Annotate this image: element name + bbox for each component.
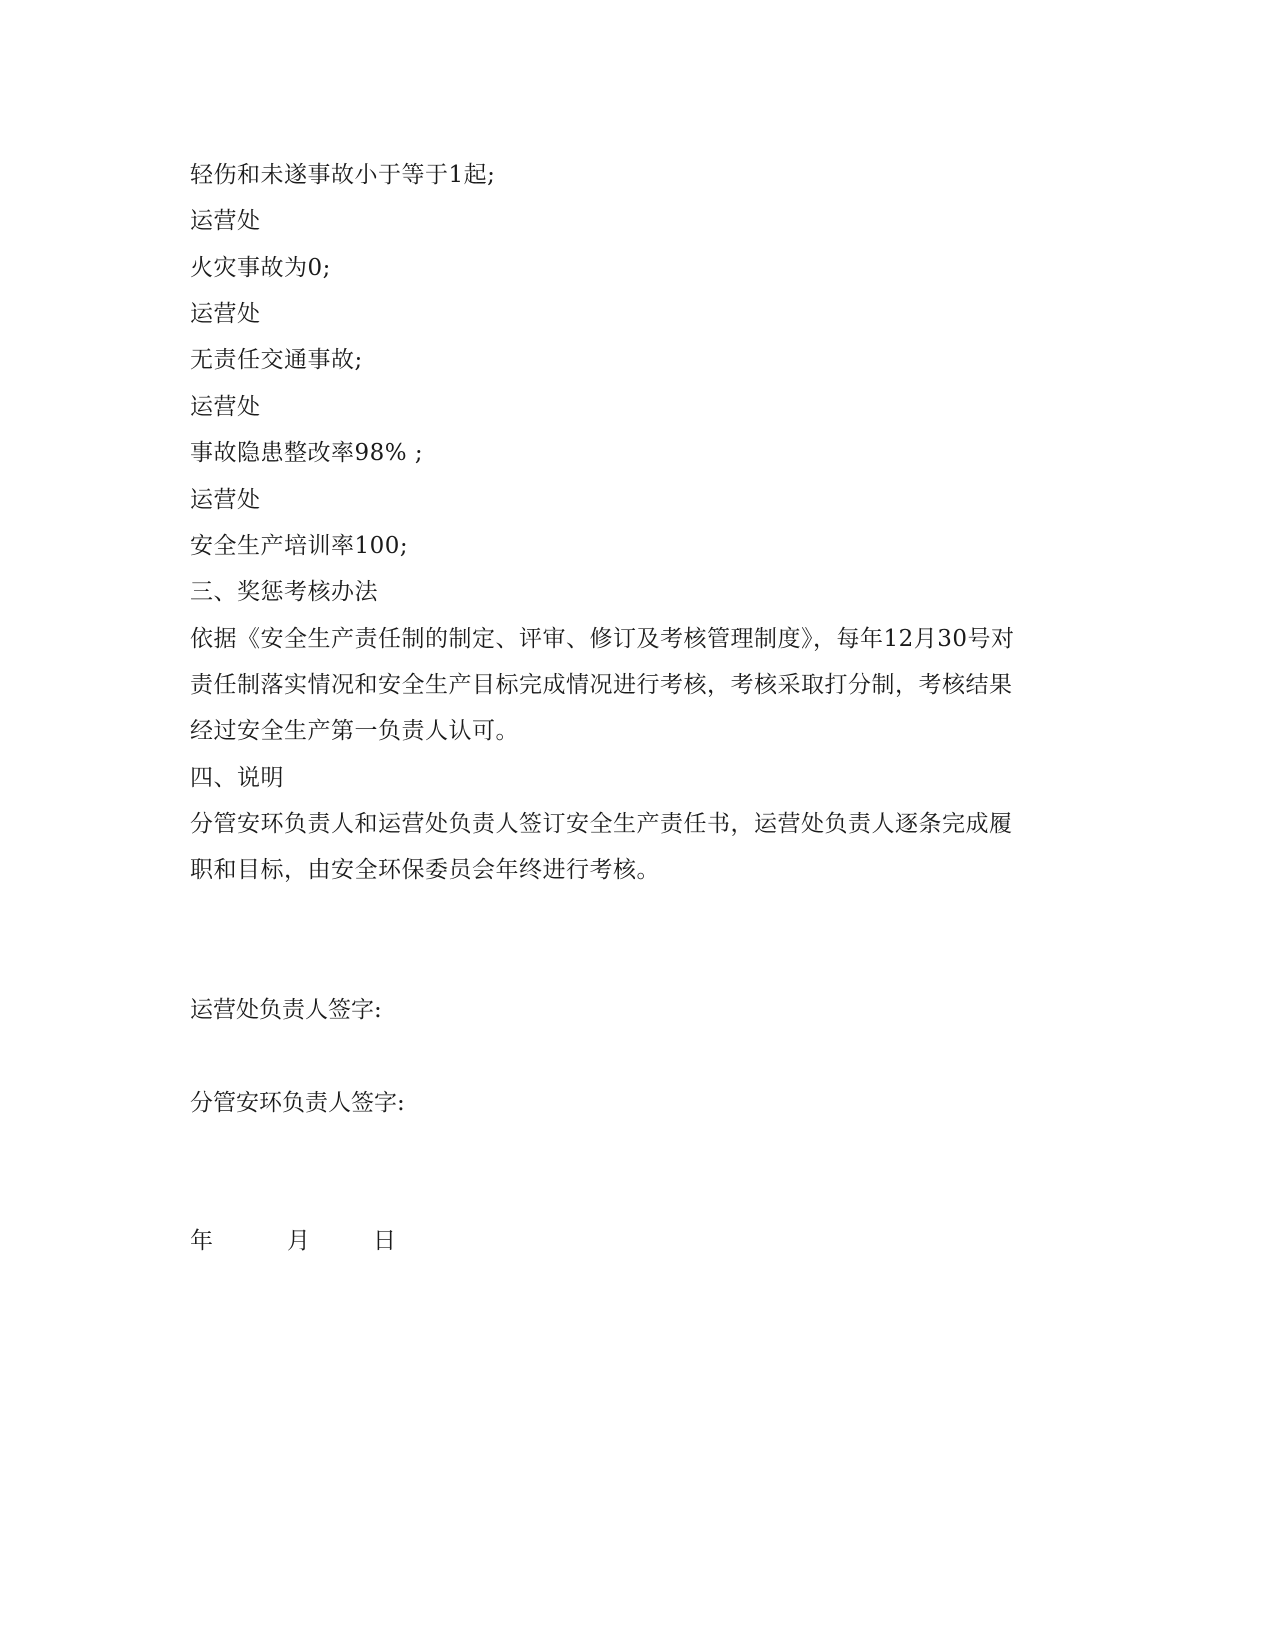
date-day-label: 日 [373,1228,396,1254]
text-line: 事故隐患整改率98% ; [190,440,424,466]
text-line: 经过安全生产第一负责人认可。 [190,718,519,744]
text-line: 责任制落实情况和安全生产目标完成情况进行考核，考核采取打分制，考核结果 [190,672,1013,698]
text-line: 运营处 [190,208,261,234]
text-line: 轻伤和未遂事故小于等于1起; [190,162,496,188]
operations-head-signature-label: 运营处负责人签字: [190,997,382,1023]
text-line: 火灾事故为0; [190,255,331,281]
date-month-label: 月 [287,1228,310,1254]
text-line: 运营处 [190,394,261,420]
section-heading: 三、奖惩考核办法 [190,579,378,605]
text-line: 分管安环负责人和运营处负责人签订安全生产责任书，运营处负责人逐条完成履 [190,811,1013,837]
text-line: 运营处 [190,487,261,513]
section-heading: 四、说明 [190,765,284,791]
safety-head-signature-label: 分管安环负责人签字: [190,1090,405,1116]
text-line: 无责任交通事故; [190,347,363,373]
text-line: 职和目标，由安全环保委员会年终进行考核。 [190,857,660,883]
text-line: 运营处 [190,301,261,327]
text-line: 安全生产培训率100; [190,533,409,559]
date-year-label: 年 [190,1228,213,1254]
text-line: 依据《安全生产责任制的制定、评审、修订及考核管理制度》，每年12月30号对 [190,626,1015,652]
